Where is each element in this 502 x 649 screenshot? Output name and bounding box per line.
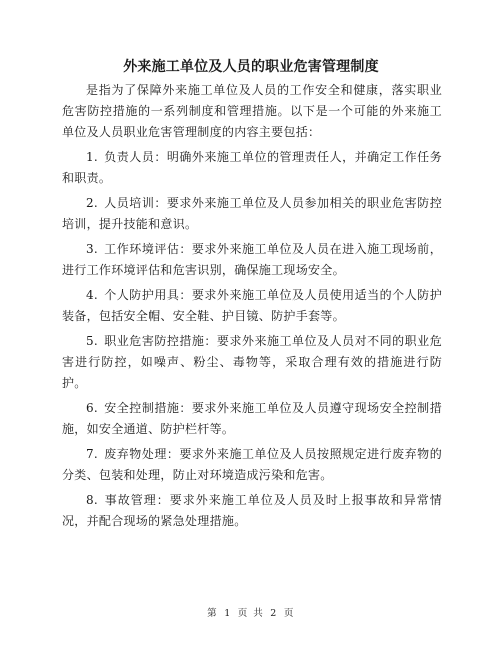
item-number: 4. [86, 288, 99, 302]
list-item [62, 490, 442, 532]
page-label-prefix: 第 [207, 608, 219, 619]
list-item [62, 147, 442, 189]
page-label-mid: 页 共 [237, 608, 265, 619]
document-body [62, 80, 442, 536]
item-number: 7. [86, 447, 99, 461]
list-item [62, 444, 442, 486]
item-text: 事故管理：要求外来施工单位及人员及时上报事故和异常情况，并配合现场的紧急处理措施。 [62, 493, 442, 528]
item-text: 职业危害防控措施：要求外来施工单位及人员对不同的职业危害进行防控，如噪声、粉尘、毒物等，采取合理有效的措施进行防护。 [62, 334, 442, 390]
page-footer [0, 608, 502, 620]
item-number: 1. [86, 150, 99, 164]
list-item [62, 193, 442, 235]
intro-paragraph: 是指为了保障外来施工单位及人员的工作安全和健康，落实职业危害防控措施的一系列制度和管理措施。以下是一个可能的外来施工单位及人员职业危害管理制度的内容主要包括： [62, 83, 442, 139]
item-number: 5. [86, 334, 99, 348]
item-text: 人员培训：要求外来施工单位及人员参加相关的职业危害防控培训，提升技能和意识。 [62, 196, 442, 231]
list-item [62, 239, 442, 281]
item-text: 负责人员：明确外来施工单位的管理责任人，并确定工作任务和职责。 [62, 150, 442, 185]
document-title: 外来施工单位及人员的职业危害管理制度 [123, 59, 379, 75]
item-text: 个人防护用具：要求外来施工单位及人员使用适当的个人防护装备，包括安全帽、安全鞋、护目镜、防护手套等。 [62, 288, 442, 323]
item-text: 废弃物处理：要求外来施工单位及人员按照规定进行废弃物的分类、包装和处理，防止对环境造成污染和危害。 [62, 447, 442, 482]
item-number: 2. [86, 196, 99, 210]
list-item [62, 285, 442, 327]
item-text: 安全控制措施：要求外来施工单位及人员遵守现场安全控制措施，如安全通道、防护栏杆等。 [62, 401, 442, 436]
page-label-suffix: 页 [283, 608, 295, 619]
item-number: 3. [86, 242, 99, 256]
item-text: 工作环境评估：要求外来施工单位及人员在进入施工现场前，进行工作环境评估和危害识别，确保施工现场安全。 [62, 242, 442, 277]
item-number: 8. [86, 493, 99, 507]
item-number: 6. [86, 401, 99, 415]
current-page-number: 1 [224, 608, 232, 619]
list-item [62, 398, 442, 440]
total-pages-number: 2 [270, 608, 278, 619]
list-item [62, 331, 442, 394]
